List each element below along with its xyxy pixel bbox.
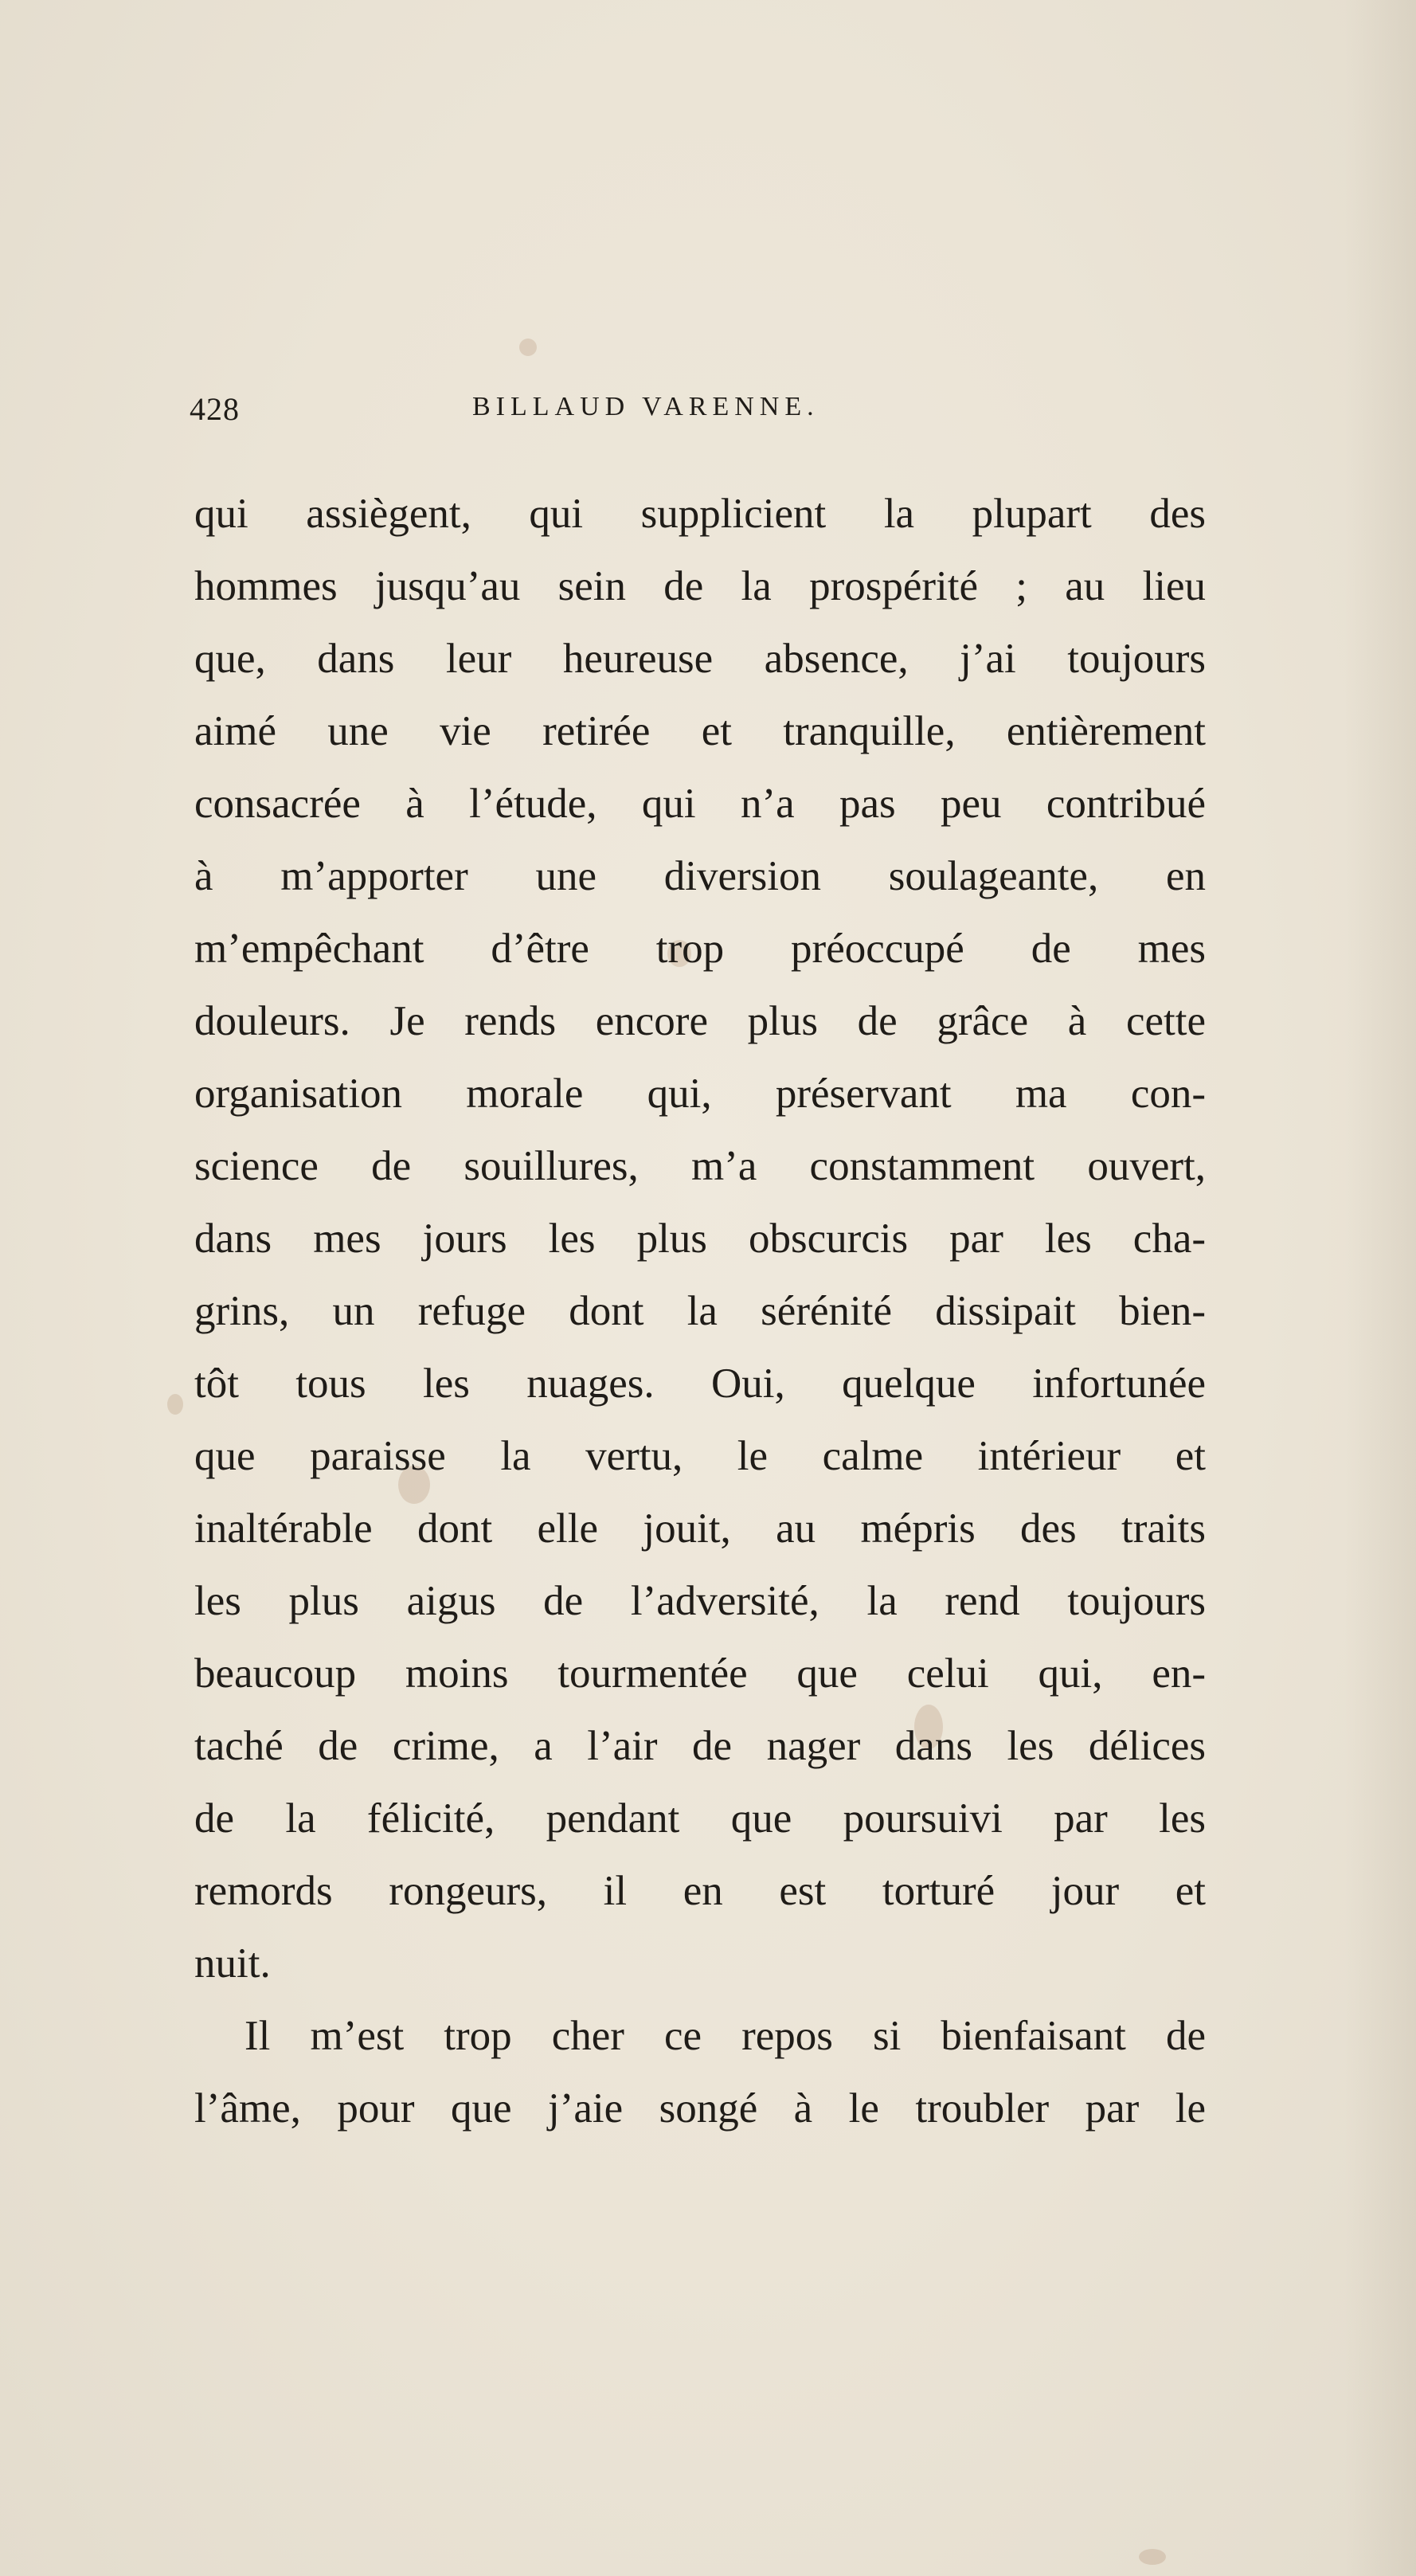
text-line: remords rongeurs, il en est torturé jour et [194, 1868, 1206, 1914]
text-line: organisation morale qui, préservant ma con- [194, 1071, 1206, 1117]
text-line: à m’apporter une diversion soulageante, en [194, 853, 1206, 899]
body-text [194, 478, 1206, 2145]
age-stain [1139, 2549, 1166, 2565]
text-line: aimé une vie retirée et tranquille, entièrement [194, 708, 1206, 754]
text-line: taché de crime, a l’air de nager dans les délices [194, 1723, 1206, 1769]
text-line: l’âme, pour que j’aie songé à le troubler par le [194, 2085, 1206, 2132]
text-line: qui assiègent, qui supplicient la plupart des [194, 491, 1206, 537]
text-line: les plus aigus de l’adversité, la rend toujours [194, 1578, 1206, 1624]
text-line: m’empêchant d’être trop préoccupé de mes [194, 926, 1206, 972]
running-title: BILLAUD VARENNE. [472, 392, 819, 421]
page-number: 428 [190, 391, 240, 427]
text-line: science de souillures, m’a constamment ouvert, [194, 1143, 1206, 1189]
age-stain [519, 339, 537, 356]
page-edge-shadow [1344, 0, 1416, 2576]
text-line: consacrée à l’étude, qui n’a pas peu contribué [194, 781, 1206, 827]
page-header [190, 390, 1201, 438]
age-stain [167, 1394, 183, 1415]
text-line: Il m’est trop cher ce repos si bienfaisant de [244, 2013, 1206, 2059]
text-line: inaltérable dont elle jouit, au mépris des traits [194, 1505, 1206, 1552]
text-line: dans mes jours les plus obscurcis par les cha- [194, 1216, 1206, 1262]
text-line: nuit. [194, 1940, 271, 1987]
text-line: hommes jusqu’au sein de la prospérité ; au lieu [194, 563, 1206, 609]
text-line: de la félicité, pendant que poursuivi par les [194, 1795, 1206, 1842]
text-line: douleurs. Je rends encore plus de grâce à cette [194, 998, 1206, 1044]
text-line: que, dans leur heureuse absence, j’ai toujours [194, 636, 1206, 682]
text-line: tôt tous les nuages. Oui, quelque infortunée [194, 1360, 1206, 1407]
text-line: beaucoup moins tourmentée que celui qui, en- [194, 1650, 1206, 1697]
text-line: que paraisse la vertu, le calme intérieur et [194, 1433, 1206, 1479]
text-line: grins, un refuge dont la sérénité dissipait bien- [194, 1288, 1206, 1334]
